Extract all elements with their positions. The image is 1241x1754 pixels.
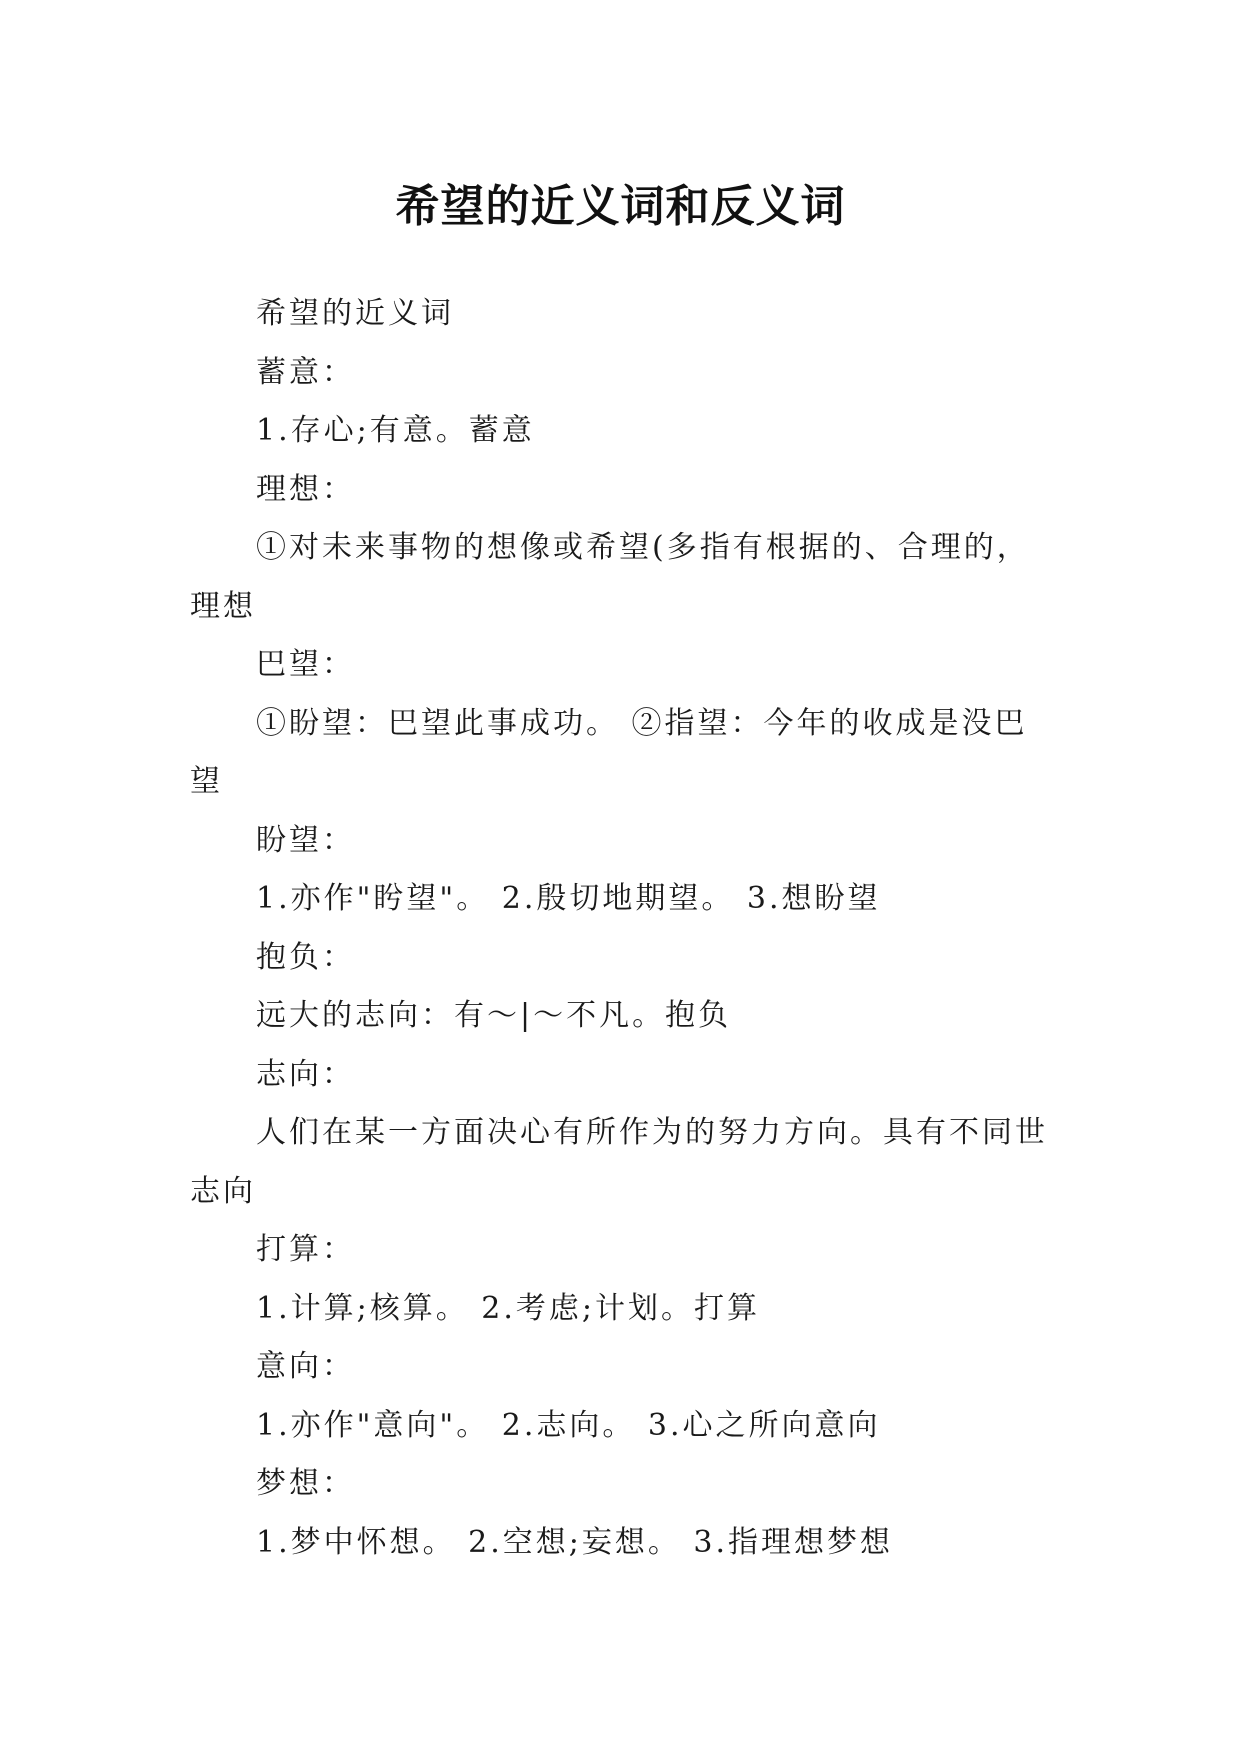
term-definition: ①对未来事物的想像或希望(多指有根据的、合理的，理想: [190, 530, 1030, 624]
term-label: 巴望：: [256, 647, 355, 682]
term-definition: 1.亦作"意向"。 2.志向。 3.心之所向意向: [256, 1407, 881, 1443]
term-label: 抱负：: [256, 939, 355, 975]
term-label: 盼望：: [256, 822, 355, 858]
term-definition: 人们在某一方面决心有所作为的努力方向。具有不同世志向: [190, 1115, 1048, 1209]
term-definition: 1.梦中怀想。 2.空想;妄想。 3.指理想梦想: [256, 1524, 894, 1560]
term-label: 打算：: [256, 1232, 355, 1267]
document-body: [190, 285, 1060, 1572]
term-definition: ①盼望：巴望此事成功。 ②指望：今年的收成是没巴望: [190, 705, 1028, 799]
term-definition: 1.计算;核算。 2.考虑;计划。打算: [256, 1290, 760, 1326]
document-title: 希望的近义词和反义词: [395, 181, 846, 233]
term-label: 志向：: [256, 1056, 355, 1092]
term-definition: 1.存心;有意。蓄意: [256, 413, 535, 448]
term-label: 理想：: [256, 471, 355, 507]
term-label: 意向：: [256, 1349, 355, 1384]
term-definition: 1.亦作"盻望"。 2.殷切地期望。 3.想盼望: [256, 881, 881, 916]
term-definition: 远大的志向：有～|～不凡。抱负: [256, 998, 732, 1033]
term-label: 蓄意：: [256, 354, 355, 390]
section-heading: 希望的近义词: [256, 296, 454, 331]
term-label: 梦想：: [256, 1466, 355, 1501]
